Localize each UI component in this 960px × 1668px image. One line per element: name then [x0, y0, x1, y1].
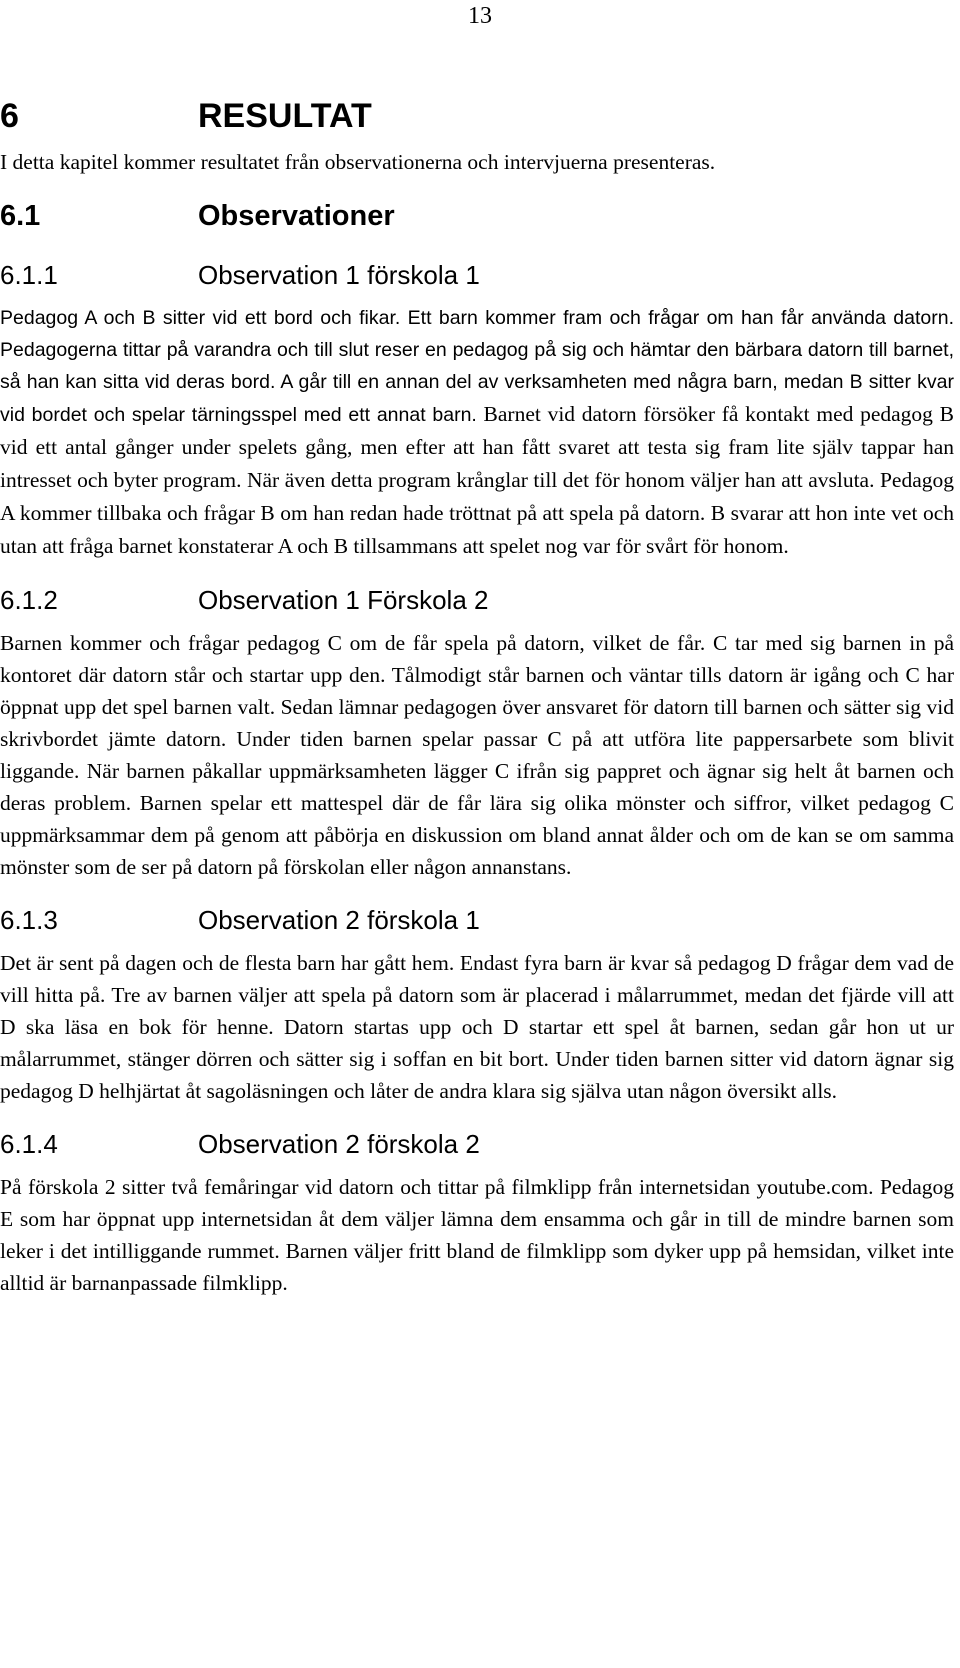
chapter-heading	[0, 96, 954, 136]
chapter-title: RESULTAT	[198, 97, 372, 135]
subsection-number: 6.1.3	[0, 905, 58, 935]
section-title: Observationer	[198, 200, 395, 232]
paragraph-sans-part: Pedagog A och B sitter vid ett bord och fikar. Ett barn kommer fram och frågar om han får använda datorn. Pedagogerna tittar på varandra och till slut reser en pedagog på sig och hämtar den bärbara datorn till barnet, så han kan sitta vid deras bord. A går till en annan del av verksamheten med några barn, medan B sitter kvar vid bordet och spelar tärningsspel med ett annat barn.	[0, 307, 954, 426]
subsection-paragraph: Barnen kommer och frågar pedagog C om de får spela på datorn, vilket de får. C tar med sig barnen in på kontoret där datorn står och startar upp den. Tålmodigt står barnen och väntar tills datorn är igång och C har öppnat upp det spel barnen valt. Sedan lämnar pedagogen över ansvaret för datorn till barnen och sätter sig vid skrivbordet jämte datorn. Under tiden barnen spelar passar C på att utföra lite pappersarbete som blivit liggande. När barnen påkallar uppmärksamheten lägger C ifrån sig pappret och ägnar sig helt åt barnen och deras problem. Barnen spelar ett mattespel där de får lära sig olika mönster och siffror, vilket pedagog C uppmärksammar dem på genom att påbörja en diskussion om bland annat ålder och om de kan se om samma mönster som de ser på datorn på förskolan eller någon annanstans.	[0, 631, 954, 879]
subsection-title: Observation 2 förskola 2	[198, 1129, 480, 1159]
subsection-title: Observation 2 förskola 1	[198, 905, 480, 935]
section-number: 6.1	[0, 200, 41, 232]
chapter-intro: I detta kapitel kommer resultatet från observationerna och intervjuerna presenteras.	[0, 150, 716, 174]
subsection-paragraph	[0, 302, 954, 563]
subsection-heading	[0, 1127, 954, 1161]
subsection-title: Observation 1 förskola 1	[198, 260, 480, 290]
subsection-number: 6.1.4	[0, 1129, 58, 1159]
subsection-number: 6.1.1	[0, 260, 58, 290]
page-number: 13	[468, 3, 492, 29]
chapter-number: 6	[0, 97, 19, 135]
section-heading	[0, 198, 954, 234]
subsection-title: Observation 1 Förskola 2	[198, 585, 489, 615]
subsection-number: 6.1.2	[0, 585, 58, 615]
subsection-paragraph: På förskola 2 sitter två femåringar vid datorn och tittar på filmklipp från internetsidan youtube.com. Pedagog E som har öppnat upp internetsidan åt dem väljer lämna dem ensamma och går in till de mindre barnen som leker i det intilliggande rummet. Barnen väljer fritt bland de filmklipp som dyker upp på hemsidan, vilket inte alltid är barnanpassade filmklipp.	[0, 1175, 954, 1295]
subsection-heading	[0, 583, 954, 617]
paragraph-serif-part: Barnet vid datorn försöker få kontakt med pedagog B vid ett antal gånger under spelets gång, men efter att han fått svaret att testa sig fram lite själv tappar han intresset och byter program. När även detta program krånglar till det för honom väljer han att avsluta. Pedagog A kommer tillbaka och frågar B om han redan hade tröttnat på att spela på datorn. B svarar att hon inte vet och utan att fråga barnet konstaterar A och B tillsammans att spelet nog var för svårt för honom.	[0, 402, 954, 558]
subsection-heading	[0, 258, 954, 292]
subsection-paragraph: Det är sent på dagen och de flesta barn har gått hem. Endast fyra barn är kvar så pedagog D frågar dem vad de vill hitta på. Tre av barnen väljer att spela på datorn som är placerad i målarrummet, medan det fjärde vill att D ska läsa en bok för henne. Datorn startas upp och D startar ett spel åt barnen, sedan går hon ut ur målarrummet, stänger dörren och sätter sig i soffan en bit bort. Under tiden barnen sitter vid datorn ägnar sig pedagog D helhjärtat åt sagoläsningen och låter de andra klara sig själva utan någon översikt alls.	[0, 951, 954, 1103]
subsection-heading	[0, 903, 954, 937]
document-body	[0, 96, 954, 1299]
